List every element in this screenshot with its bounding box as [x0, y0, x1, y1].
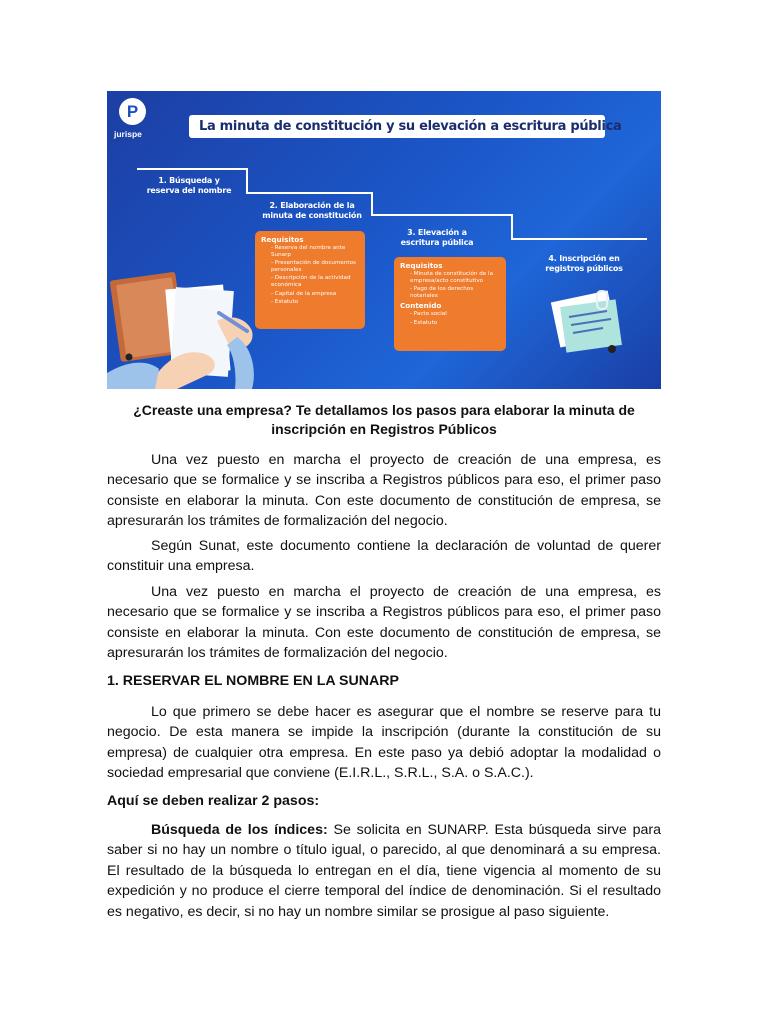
step-2-label: 2. Elaboración de la minuta de constitución [262, 201, 362, 220]
section-title: 1. RESERVAR EL NOMBRE EN LA SUNARP [107, 673, 399, 689]
card-heading: Requisitos [261, 235, 304, 244]
paragraph-3 [107, 582, 661, 664]
card-item: - Presentación de documentos personales [271, 260, 356, 273]
paragraph-5 [107, 820, 661, 922]
card-item: - Estatuto [410, 319, 438, 326]
card-item: - Estatuto [271, 299, 299, 306]
step-1-label: 1. Búsqueda y reserva del nombre [146, 176, 232, 195]
jurispe-logo: P [119, 98, 146, 125]
step-3-card [394, 257, 506, 351]
paragraph-text: Lo que primero se debe hacer es asegurar que el nombre se reserve para tu negocio. De esta manera se impide la inscripción (durante la constitución de su empresa) de cualquier otra empresa. En este paso ya debió adoptar la modalidad o sociedad empresarial que conviene (E.I.R.L., S.R.L., S.A. o S.A.C.). [107, 704, 661, 782]
card-item: - Pago de los derechos notariales [410, 286, 474, 299]
card-item: - Reserva del nombre ante Sunarp [271, 245, 346, 258]
infographic-title: La minuta de constitución y su elevación a escritura pública [189, 115, 605, 138]
card-item: - Descripción de la actividad económica [271, 275, 351, 288]
article-heading-line: inscripción en Registros Públicos [271, 421, 497, 437]
paragraph-text: Una vez puesto en marcha el proyecto de creación de una empresa, es necesario que se formalice y se inscriba a Registros públicos para eso, el primer paso consiste en elaborar la minuta. Con este documento de constitución de empresa, se apresurarán los trámites de formalización del negocio. [107, 452, 661, 530]
paragraph-4 [107, 702, 661, 784]
card-item: - Capital de la empresa [271, 290, 337, 297]
card-item: - Pacto social [410, 311, 447, 318]
subheading: Aquí se deben realizar 2 pasos: [107, 793, 320, 809]
brand-name: jurispe [114, 129, 142, 139]
step-2-card [255, 231, 365, 329]
card-item: - Minuta de constitución de la empresa/acto constitutivo [410, 271, 494, 284]
documents-illustration [551, 290, 622, 353]
paragraph-text: Una vez puesto en marcha el proyecto de creación de una empresa, es necesario que se formalice y se inscriba a Registros públicos para eso, el primer paso consiste en elaborar la minuta. Con este documento de constitución de empresa, se apresurarán los trámites de formalización del negocio. [107, 584, 661, 662]
paragraph-text: Se solicita en SUNARP. Esta búsqueda sirve para saber si no hay un nombre o título igual, o parecido, al que denominará a su empresa. El resultado de la búsqueda lo entregan en el día, tiene vigencia al momento de su expedición y no produce el cierre temporal del índice de denominación. Si el resultado es negativo, es decir, si no hay un nombre similar se prosigue al paso siguiente. [107, 822, 661, 920]
step-3-label: 3. Elevación a escritura pública [400, 228, 474, 247]
article-heading [107, 401, 661, 439]
paragraph-2 [107, 536, 661, 577]
paragraph-lead: Búsqueda de los índices: [151, 822, 328, 838]
infographic-banner [107, 91, 661, 389]
paragraph-text: Según Sunat, este documento contiene la declaración de voluntad de querer constituir una empresa. [107, 538, 661, 575]
step-4-label: 4. Inscripción en registros públicos [545, 254, 623, 273]
paragraph-1 [107, 450, 661, 532]
card-heading: Contenido [400, 301, 442, 311]
card-heading: Requisitos [400, 261, 443, 270]
article-heading-line: ¿Creaste una empresa? Te detallamos los pasos para elaborar la minuta de [133, 402, 635, 418]
